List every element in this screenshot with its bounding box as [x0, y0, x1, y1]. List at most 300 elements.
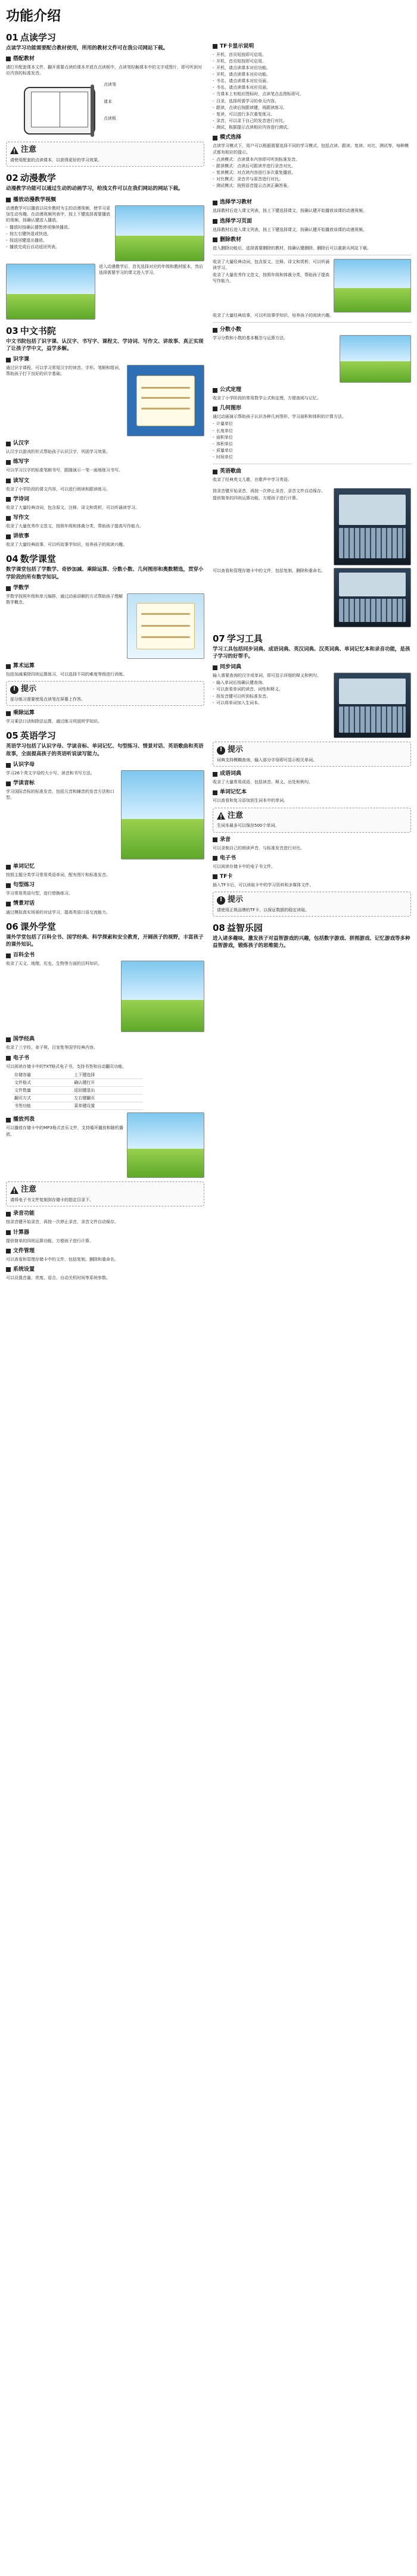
warning-icon: [217, 812, 225, 820]
table-cell: 确认键打开: [71, 1078, 143, 1086]
sub-title: 删除教材: [220, 236, 242, 243]
device-label-board: 点读板: [104, 116, 116, 121]
section-06-row: [6, 961, 204, 1032]
square-bullet-icon: [213, 407, 217, 411]
sub-text: 可以播放存储卡中的MP3格式音乐文件，支持循环播放和随机播放。: [6, 1126, 123, 1137]
section-01-intro: 点读学习功能需要配合教材使用，所用的教材文件可在我公司网站下载。: [6, 45, 169, 51]
device-label-book: 课本: [104, 99, 112, 104]
sub-title: 录音: [220, 836, 231, 843]
sub-text: 可以设置音量、亮度、语言、自动关机时间等系统参数。: [6, 1275, 110, 1280]
square-bullet-icon: [6, 460, 11, 465]
sub-text: 收录了经典英文儿歌，在歌声中学习英语。: [213, 477, 292, 483]
note-text: 请将电子书文件复制到存储卡的指定目录下。: [10, 1198, 94, 1203]
sub-title: 同步词典: [220, 664, 242, 671]
sub-text: 提供简单的四则运算功能，方便孩子进行计算。: [6, 1238, 94, 1243]
screen-line: [141, 613, 190, 615]
sub-title: 学诗词: [13, 496, 30, 502]
screen-sky: [7, 264, 95, 295]
sub-text: 按录音键开始录音，再按一次停止录音，录音文件自动保存。: [6, 1220, 119, 1225]
square-bullet-icon: [6, 763, 11, 768]
list-item: - 质量单位: [213, 448, 411, 454]
note-title: 注意: [21, 1185, 37, 1195]
sub-title: 电子书: [220, 855, 236, 861]
screen-grass: [122, 1000, 204, 1031]
sub-title: 电子书: [13, 1055, 30, 1061]
section-01-sub-1: [6, 55, 204, 63]
sub-text: 进入动漫教学后，首先选择对应的年级和教材版本，然后选择需要学习的课文进入学习。: [99, 264, 203, 275]
spacer: [213, 189, 411, 195]
section-05-sub-6: [213, 468, 411, 476]
screen-line: [141, 408, 190, 409]
note-text: 生词本最多可以保存500个单词。: [217, 823, 279, 829]
section-06-sub-6: [6, 1229, 204, 1237]
section-01-number: 01: [6, 32, 18, 43]
screen-grass: [340, 361, 410, 382]
section-02-number: 02: [6, 173, 18, 184]
section-02-row-2: [6, 264, 204, 320]
list-item: - 播放完成后自动返回列表。: [6, 244, 111, 250]
section-06-sub-3: [6, 1055, 204, 1062]
square-bullet-icon: [6, 1212, 11, 1217]
screen-keys: [339, 528, 406, 558]
section-05-row: [6, 770, 204, 859]
square-bullet-icon: [6, 1230, 11, 1235]
device-labels: [104, 82, 116, 133]
section-05-sub-1: [6, 761, 204, 769]
list-item: - 当课本上有相应图标时，点读笔点击图标即可。: [213, 91, 411, 97]
section-02-sub-5: [213, 236, 411, 244]
sub-title: 分数小数: [220, 327, 242, 333]
square-bullet-icon: [6, 1249, 11, 1253]
section-02-sub-1: [6, 196, 204, 204]
sub-title: 英语歌曲: [220, 468, 242, 475]
square-bullet-icon: [213, 856, 217, 861]
section-07-sub-2: [213, 770, 411, 778]
section-02-side-text: [99, 264, 204, 277]
section-06-sub-7: [6, 1248, 204, 1255]
list-item: - 开机，首页短按即可启用。: [213, 58, 411, 64]
list-item: - 点读模式：点读课本内容即可听到标准发音。: [213, 157, 411, 162]
screen-sky: [334, 260, 410, 288]
sub-title: 百科全书: [13, 952, 35, 959]
sub-text: 进入删除功能后，选择需要删除的教材，按确认键删除。删除后可以重新从网站下载。: [213, 245, 371, 251]
screen-grass: [7, 294, 95, 318]
section-07-hint: [213, 742, 411, 767]
section-03-sub-5: [6, 496, 204, 504]
section-08-name: 益智乐园: [226, 923, 263, 934]
right-row-2: [213, 335, 411, 383]
section-06-sub-5: [6, 1210, 204, 1218]
sub-title: 学读音标: [13, 780, 35, 787]
section-05-intro: 英语学习包括了认识字母、学读音标、单词记忆、句型练习、情景对话、英语歌曲和英语故事，全面提高孩子的英语听说读写能力。: [6, 743, 204, 757]
sub-title: 公式定理: [220, 387, 242, 393]
sub-title: TF卡显示说明: [220, 43, 254, 49]
section-06-intro: 课外学堂包括了百科全书、国学经典、科学探索和安全教育，开阔孩子的视野，丰富孩子的课外知识。: [6, 934, 204, 948]
sub-title: TF卡: [220, 873, 233, 880]
list-item: - 开机，请点读课本对应功能。: [213, 71, 411, 77]
square-bullet-icon: [6, 1118, 11, 1123]
screen-sky: [116, 206, 204, 236]
section-03-number: 03: [6, 325, 18, 336]
square-bullet-icon: [6, 57, 11, 61]
section-04-row: [6, 593, 204, 659]
sub-title: 录音功能: [13, 1211, 35, 1217]
file-screenshot: [334, 568, 411, 627]
list-item: - 长度单位: [213, 428, 411, 434]
note-title: 注意: [228, 811, 244, 820]
sub-title: 认汉字: [13, 440, 30, 447]
square-bullet-icon: [6, 781, 11, 786]
section-07-number: 07: [213, 633, 225, 644]
sub-title: 单词记忆: [13, 864, 35, 870]
sub-text: 输入需要查询的汉字或单词，即可显示详细的释义和例句。: [213, 673, 321, 679]
section-05-sub-5: [6, 900, 204, 908]
sub-title: 国学经典: [13, 1036, 35, 1043]
square-bullet-icon: [6, 954, 11, 958]
square-bullet-icon: [6, 516, 11, 521]
note-head: [10, 684, 200, 695]
screen-grass: [116, 236, 204, 260]
section-02-row: [6, 205, 204, 261]
square-bullet-icon: [213, 837, 217, 842]
dictionary-screenshot: [334, 673, 411, 738]
square-bullet-icon: [6, 664, 11, 669]
sub-text: 收录了大量经典故事，可以听故事学知识，培养孩子的阅读兴趣。: [213, 312, 334, 318]
screen-sky: [122, 771, 204, 819]
section-08-number: 08: [213, 923, 225, 934]
columns: [6, 26, 411, 1283]
square-bullet-icon: [213, 237, 217, 242]
sub-text: 收录了小学阶段的课文内容，可以进行朗读和跟读练习。: [6, 486, 110, 492]
square-bullet-icon: [213, 470, 217, 474]
info-icon: !: [10, 686, 18, 694]
sub-text: 收录了大量优秀作文范文，按照年级和体裁分类，帮助孩子提高写作能力。: [213, 273, 329, 284]
section-07-name: 学习工具: [226, 633, 263, 644]
list-item: - 开机，首页短按即可启用。: [213, 52, 411, 58]
square-bullet-icon: [213, 328, 217, 333]
square-bullet-icon: [6, 198, 11, 202]
section-01-sub-2: [213, 43, 411, 51]
section-02-sub-1-text: [6, 205, 111, 251]
square-bullet-icon: [6, 883, 11, 888]
table-cell: 左右键翻页: [71, 1095, 143, 1102]
hint-title: 提示: [228, 745, 244, 755]
left-column: [6, 26, 204, 1283]
sub-text: 学习乘法口诀和除法运算，通过练习巩固所学知识。: [6, 719, 102, 724]
section-02-sub-4: [213, 218, 411, 226]
section-05-sub-4: [6, 881, 204, 889]
page-title: 功能介绍: [6, 8, 61, 24]
section-07-hint-2: [213, 892, 411, 917]
list-item: - 开机，请点读课本对应功能。: [213, 65, 411, 71]
list-item: - 目录，选择所需学习的单元内容。: [213, 98, 411, 104]
square-bullet-icon: [6, 902, 11, 906]
calculator-screenshot: [334, 488, 411, 565]
section-06-note: [6, 1181, 204, 1206]
list-item: - 按左右键快退或快进。: [6, 231, 111, 237]
list-item: - 书名，请点读课本对应页面。: [213, 78, 411, 84]
sub-text: 可以阅读存储卡中的TXT格式电子书，支持书签和自动翻页功能。: [6, 1064, 127, 1069]
table-cell: 菜单键设置: [71, 1102, 143, 1110]
animation-screenshot-2: [6, 264, 95, 320]
section-06-sub-4: [6, 1116, 123, 1124]
sub-text: 通过模拟真实场景的对话学习，提高英语口语交流能力。: [6, 909, 110, 915]
square-bullet-icon: [6, 358, 11, 362]
sub-text: 收录了小学阶段的常用数学公式和定理，方便查阅与记忆。: [213, 396, 321, 401]
screen-line: [141, 397, 190, 399]
note-title: 注意: [21, 145, 37, 155]
sub-text: 收录了天文、地理、历史、生物等方面的百科知识。: [6, 961, 102, 967]
extracurricular-screenshot: [121, 961, 204, 1032]
section-06-name: 课外学堂: [20, 921, 56, 932]
screen-sky: [340, 336, 410, 361]
square-bullet-icon: [213, 136, 217, 140]
section-03-sub-1: [6, 356, 204, 364]
section-06-sub-1-text: [6, 961, 117, 968]
section-06-number: 06: [6, 921, 18, 932]
section-04-number: 04: [6, 554, 18, 565]
hint-title: 提示: [228, 895, 244, 905]
section-07-heading: [213, 633, 411, 644]
reading-pen-icon: [91, 85, 94, 137]
section-07-note: [213, 808, 411, 833]
note-head: [217, 745, 407, 756]
section-06-heading: [6, 921, 204, 932]
right-row-1: [213, 259, 411, 312]
sub-text: 可以查看和复习添加到生词本中的单词。: [213, 798, 288, 804]
section-07-sub-3: [213, 789, 411, 796]
table-cell: 文件格式: [12, 1078, 71, 1086]
sub-title: 讲故事: [13, 533, 30, 540]
sub-text: 收录了大量经典故事，可以听故事学知识，培养孩子的阅读兴趣。: [6, 542, 127, 548]
screen-line: [141, 625, 190, 627]
list-item: - 可以将单词加入生词本。: [213, 700, 330, 706]
sub-text: 包括加减乘除四则运算练习，可以选择不同的难度等级进行训练。: [6, 672, 127, 677]
section-04-hint: [6, 681, 204, 706]
section-08-heading: [213, 923, 411, 933]
note-text: 请使用配套的点读课本，以获得更好的学习效果。: [10, 158, 102, 163]
section-03-row: [6, 365, 204, 436]
sub-text: 收录了大量常用成语，包括读音、释义、出处和例句。: [213, 780, 313, 785]
sub-title: 情景对话: [13, 901, 35, 907]
sub-text: 学习分数和小数的基本概念与运算方法。: [213, 336, 288, 341]
section-07-intro: 学习工具包括同步词典、成语词典、英汉词典、汉英词典、单词记忆本和录音功能，是孩子学习的好帮手。: [213, 646, 410, 659]
list-item: - 按返回键退出播放。: [6, 237, 111, 243]
sub-title: 系统设置: [13, 1266, 35, 1273]
note-head: [217, 895, 407, 906]
section-03-sub-6: [6, 514, 204, 522]
section-02-heading: [6, 173, 204, 183]
section-01-heading: [6, 32, 204, 43]
square-bullet-icon: [213, 790, 217, 795]
section-03-intro: 中文书院包括了识字课、认汉字、书写字、课程文、学诗词、写作文、讲故事、真正实现了让孩子学中文，益学多解。: [6, 338, 204, 352]
sub-text: 点读学习模式下，用户可以根据需要选择不同的学习模式，包括点读、跟读、复读、对比、测试等，每种模式都有相应的提示。: [213, 143, 409, 155]
section-07-sub-1: [213, 664, 411, 671]
list-item: - 录音，可以录下自己的发音进行对比。: [213, 118, 411, 124]
device-book: [31, 92, 88, 127]
section-02-intro: 动漫教学功能可以通过生动的动画学习，给浅文件可以在我们网站的网站下载。: [6, 186, 183, 192]
sub-text: 收录了大量优秀作文范文，按照年级和体裁分类，帮助孩子提高写作能力。: [6, 524, 144, 529]
section-04-heading: [6, 554, 204, 564]
sub-text: 可以查看和管理存储卡中的文件，包括复制、删除和重命名。: [213, 568, 325, 573]
list-item: - 可以查看单词的读音、词性和释义。: [213, 686, 330, 692]
chinese-menu-screenshot: [127, 365, 204, 436]
section-02-name: 动漫教学: [20, 173, 56, 184]
sub-title: 搭配教材: [13, 55, 35, 62]
right-row-5: [213, 673, 411, 738]
screen-keys: [339, 706, 406, 732]
hint-title: 提示: [21, 684, 37, 694]
table-row: [12, 1071, 143, 1079]
sub-text: 收录了三字经、弟子规、百家姓等国学经典内容。: [6, 1045, 98, 1051]
sub-text: 插入TF卡后，可以读取卡中的学习资料和多媒体文件。: [213, 882, 314, 887]
sub-title: 选择学习教材: [220, 199, 253, 206]
sub-title: 选择学习页面: [220, 218, 253, 224]
right-row-4: [213, 568, 411, 627]
section-07-sub-6: [213, 873, 411, 881]
sub-text: 可以阅读存储卡中的电子书文件。: [213, 864, 275, 869]
square-bullet-icon: [6, 586, 11, 591]
square-bullet-icon: [6, 865, 11, 870]
section-05-number: 05: [6, 730, 18, 742]
section-04-sub-3: [6, 709, 204, 717]
note-head: [217, 811, 407, 822]
section-04-sub-2: [6, 662, 204, 670]
sub-title: 几何图形: [220, 405, 242, 412]
dictionary-list: [213, 680, 330, 706]
sub-text: 选择教材后进入课文列表，按上下键选择课文，按确认键开始播放该课的动漫视频。: [213, 208, 367, 214]
sub-text: 学数学按照年级和单元编排，通过动画讲解的方式帮助孩子理解数学概念。: [6, 594, 123, 605]
sub-text: 可以录制自己的朗读声音，与标准发音进行对比。: [213, 845, 304, 851]
sub-text: 按录音键开始录音，再按一次停止录音，录音文件自动保存。: [213, 488, 325, 493]
square-bullet-icon: [213, 44, 217, 49]
section-04-intro: 数学课堂包括了学数学、奇妙加减、乘除运算、分数小数、几何图形和奥数精选，贯穿小学阶段的所有数学知识。: [6, 567, 204, 580]
square-bullet-icon: [6, 497, 11, 502]
square-bullet-icon: [6, 479, 11, 483]
info-icon: !: [217, 896, 225, 905]
section-05-name: 英语学习: [20, 730, 56, 742]
sub-text: 收录了大量经典诗词，包含原文、注释、译文和赏析，可以听诵读学习。: [6, 505, 139, 510]
square-bullet-icon: [213, 201, 217, 205]
section-05-sub-1-text: [6, 770, 117, 802]
section-01-sub-3: [213, 134, 411, 142]
screen-line: [141, 636, 190, 638]
screen-grass: [334, 288, 410, 312]
sub-title: 练写字: [13, 459, 30, 465]
sub-title: 播放动漫教学视频: [13, 196, 57, 203]
fraction-screenshot: [340, 335, 411, 383]
square-bullet-icon: [6, 534, 11, 539]
sub-title: 文件管理: [13, 1248, 35, 1254]
section-06-row-2: [6, 1112, 204, 1178]
section-01-name: 点读学习: [20, 32, 56, 43]
hint-text: 词典支持模糊查询，输入部分字母即可显示相关单词。: [217, 758, 317, 763]
section-08-intro: 进入诸多趣味，激发孩子对益智游戏的兴趣，包括数字游戏、拼图游戏、记忆游戏等多种益智游戏，锻炼孩子的思维能力。: [213, 936, 410, 949]
screen-display: [339, 573, 406, 596]
hint-text: 请使用正规品牌的TF卡，以保证数据的稳定读取。: [217, 907, 310, 912]
sub-text: 选择教材后进入课文列表，按上下键选择课文，按确认键开始播放该课的动漫视频。: [213, 227, 367, 232]
section-03-sub-7: [6, 533, 204, 540]
sub-title: 学数学: [13, 585, 30, 591]
sub-title: 模式选择: [220, 135, 242, 141]
square-bullet-icon: [213, 388, 217, 393]
table-row: [12, 1095, 143, 1102]
list-item: - 按发音键可以听到标准发音。: [213, 693, 330, 699]
table-row: [12, 1102, 143, 1110]
section-06-sub-7-text: [213, 568, 330, 575]
section-04-sub-1: [6, 584, 204, 592]
music-screenshot: [127, 1112, 204, 1178]
sub-text: 提供简单的四则运算功能，方便孩子进行计算。: [213, 495, 300, 501]
square-bullet-icon: [213, 665, 217, 670]
section-03-sub-2: [6, 440, 204, 448]
section-01-sub-1-text: 请打开配套课本文件，翻开需要点读的课本并放在点读板中，点读笔轻触课本中的文字或图片，即可听到对应内容的标准发音。: [6, 64, 202, 76]
table-row: [12, 1086, 143, 1094]
info-icon: !: [217, 746, 225, 755]
square-bullet-icon: [213, 772, 217, 777]
square-bullet-icon: [6, 1037, 11, 1042]
sub-text: 通过动画演示帮助孩子认识各种几何图形，学习面积和体积的计算方法。: [213, 414, 346, 420]
separator: [213, 322, 411, 323]
section-04-sub-6: [213, 405, 411, 412]
sub-title: 识字课: [13, 357, 30, 363]
table-cell: 翻页方式: [12, 1095, 71, 1102]
sub-title: 乘除运算: [13, 710, 35, 717]
square-bullet-icon: [6, 711, 11, 716]
list-item: - 复读，可以进行多次重复练习。: [213, 111, 411, 117]
list-item: - 体积单位: [213, 441, 411, 447]
section-04-sub-1-text: [6, 593, 123, 607]
list-item: - 对比模式：录音并与原音进行对比。: [213, 176, 411, 182]
list-item: - 播放时按确认键暂停或继续播放。: [6, 224, 111, 230]
sub-title: 播放列表: [13, 1117, 35, 1123]
screen-keys: [339, 599, 406, 622]
list-item: - 测试，根据提示点读相应内容进行测试。: [213, 124, 411, 130]
screen-grass: [127, 1149, 204, 1178]
section-04-sub-5: [213, 386, 411, 394]
list-item: - 面积单位: [213, 434, 411, 440]
note-head: [10, 145, 200, 156]
sub-text: 可以查看和管理存储卡中的文件，包括复制、删除和重命名。: [6, 1256, 119, 1262]
section-03-sub-1-text: [6, 365, 123, 378]
reading-device-illustration: [18, 81, 101, 138]
sub-title: 句型练习: [13, 882, 35, 889]
section-07-sub-4: [213, 836, 411, 844]
screen-sky: [127, 1113, 204, 1148]
table-cell: 上下键选择: [71, 1071, 143, 1079]
table-cell: 返回键退出: [71, 1086, 143, 1094]
math-screenshot: [127, 593, 204, 659]
section-04-name: 数学课堂: [20, 554, 56, 565]
sub-text: 可以学习汉字的标准笔顺书写，跟随演示一笔一画地练习书写。: [6, 468, 123, 473]
screen-line: [141, 387, 190, 389]
section-03-sub-4: [6, 477, 204, 485]
square-bullet-icon: [6, 442, 11, 446]
list-item: - 跟读，点读后按跟读键，再跟读练习。: [213, 105, 411, 111]
right-column: [213, 26, 411, 1283]
sub-title: 成语词典: [220, 771, 242, 777]
list-item: - 跟读模式：点读后可跟读并进行录音对比。: [213, 163, 411, 169]
section-06-sub-1: [6, 952, 204, 959]
section-03-name: 中文书院: [20, 325, 56, 336]
sub-title: 算术运算: [13, 663, 35, 670]
section-02-sub-3: [213, 199, 411, 207]
sub-text: 通过识字课程，可以学习常用汉字的读音、字形、笔顺和组词，帮助孩子打下良好的识字基础。: [6, 365, 123, 377]
animation-screenshot: [115, 205, 204, 261]
screen-display: [339, 495, 406, 525]
sub-title: 写作文: [13, 515, 30, 521]
section-03-sub-3: [6, 458, 204, 466]
